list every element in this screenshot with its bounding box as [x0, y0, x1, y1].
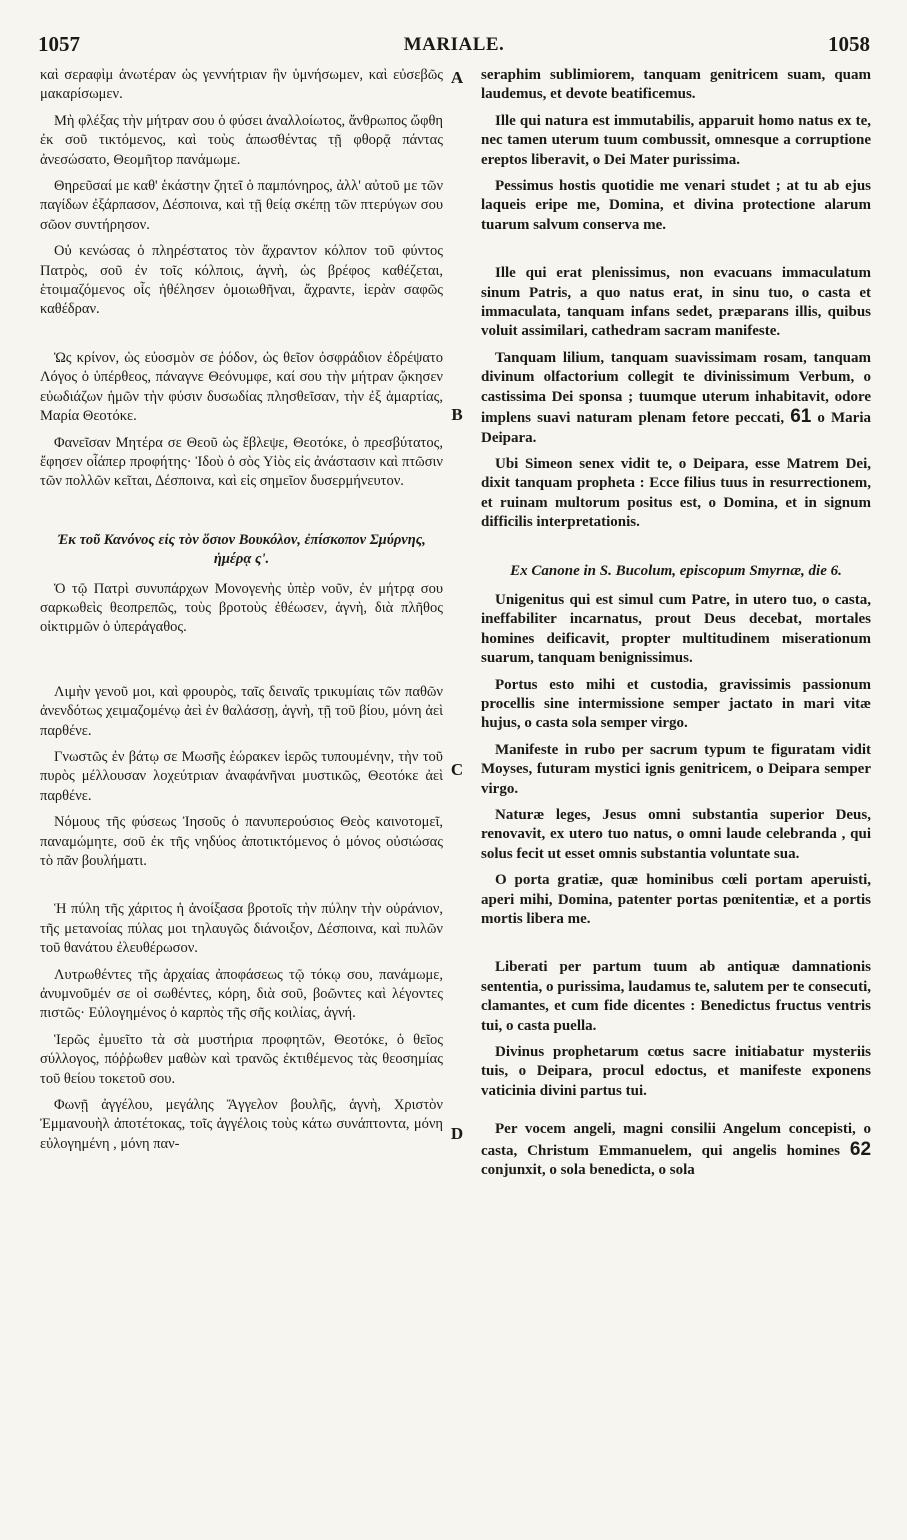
spacer: [481, 242, 871, 264]
spacer: [40, 327, 443, 349]
greek-paragraph: Μὴ φλέξας τὴν μήτραν σου ὁ φύσει ἀναλλοίωτος, ἄνθρωπος ὤφθη ἐκ σοῦ τικτόμενος, καὶ τοὺς ἀπωσθέντας τῇ φθορᾷ πάντας ἀνεσώσατο, Θεομῆτορ πανάμωμε.: [40, 112, 443, 168]
spacer: [40, 645, 443, 683]
greek-paragraph: Θηρεῦσαί με καθ' ἑκάστην ζητεῖ ὁ παμπόνηρος, ἀλλ' αὐτοῦ με τῶν παγίδων ἐξάρπασον, Δέσποινα, καὶ τῇ θείᾳ σκέπῃ τῶν πτερύγων σου σῶον συντήρησον.: [40, 178, 443, 233]
greek-paragraph: Φανεῖσαν Μητέρα σε Θεοῦ ὡς ἔβλεψε, Θεοτόκε, ὁ πρεσβύτατος, ἔφησεν οἷάπερ προφήτης· Ἰδοὺ ὁ σὸς Υἱὸς εἰς ἀνάστασιν καὶ πτῶσιν τῶν πολλῶν κεῖται, Δέσποινα, καὶ εἰς σημεῖον δυσερμήνευτον.: [40, 434, 443, 490]
greek-paragraph: Ἱερῶς ἐμυεῖτο τὰ σὰ μυστήρια προφητῶν, Θεοτόκε, ὁ θεῖος σύλλογος, πόῤῥωθεν μαθὼν καὶ τρανῶς ἐκτιθέμενος τὰς θεοσημίας τοῦ θείου τοκετοῦ σου.: [40, 1031, 443, 1087]
column-number-62: 62: [849, 1138, 872, 1160]
spacer: [481, 540, 871, 552]
latin-paragraph: Naturæ leges, Jesus omni substantia superior Deus, renovavit, ex utero tuo natus, o omni laude celebranda , qui solus fecit ut esset omnis substantia voluntate sua.: [481, 807, 871, 862]
column-number-61: 61: [790, 406, 812, 428]
latin-paragraph: Ille qui natura est immutabilis, apparuit homo natus ex te, nec tamen uterum tuum combussit, omnesque a corruptione ereptos liberavit, o Dei Mater purissima.: [481, 112, 871, 168]
greek-paragraph: καὶ σεραφὶμ ἀνωτέραν ὡς γεννήτριαν ἣν ὑμνήσωμεν, καὶ εὐσεβῶς μακαρίσωμεν.: [40, 67, 443, 103]
spacer: [40, 878, 443, 900]
latin-text: conjunxit, o sola benedicta, o sola: [481, 1162, 695, 1179]
latin-paragraph: Divinus prophetarum cœtus sacre initiabatur mysteriis tuis, o Deipara, procul edoctus, et manifeste exponens vaticinia divini partus tui.: [481, 1044, 871, 1099]
latin-paragraph: Unigenitus qui est simul cum Patre, in utero tuo, o casta, ineffabiliter incarnatus, prout Deus decebat, mortales homines deificavit, propter multitudinem miserationum suarum, tanquam benignissimus.: [481, 591, 871, 667]
latin-paragraph: O porta gratiæ, quæ hominibus cœli portam aperuisti, aperi mihi, Domina, patenter portas pœnitentiæ, et a portis mortis libera me.: [481, 872, 871, 928]
greek-column: [40, 66, 443, 1161]
greek-paragraph: Φωνῇ ἀγγέλου, μεγάλης Ἄγγελον βουλῆς, ἁγνὴ, Χριστὸν Ἐμμανουὴλ ἀποτέτοκας, τοῖς ἀγγέλοις τοὺς κάτω συνάπτοντα, μόνη εὐλογημένη , μόνη παν-: [40, 1097, 443, 1152]
greek-paragraph: Γνωστῶς ἐν βάτῳ σε Μωσῆς ἑώρακεν ἱερῶς τυπουμένην, τὴν τοῦ πυρὸς μέλλουσαν λοχεύτριαν ἀναφάνῆναι μυστικῶς, Θεοτόκε ἀεὶ παρθένε.: [40, 748, 443, 804]
latin-text: o Maria Deipara.: [481, 410, 871, 446]
latin-paragraph: Liberati per partum tuum ab antiquæ damnationis sententia, o purissima, laudamus te, salutem per te consecuti, clamantes, et cum fide dicentes : Benedictus fructus ventris tui, o casta puella.: [481, 959, 871, 1034]
latin-column: [481, 66, 871, 1188]
greek-paragraph: Ὡς κρίνον, ὡς εὐοσμὸν σε ῥόδον, ὡς θεῖον ὀσφράδιον ἐδρέψατο Λόγος ὁ ὑπέρθεος, πάναγνε Θεόνυμφε, καί σου τὴν μήτραν ᾤκησεν εὐωδιάζων ἡμῶν τὴν φύσιν δυσωδίας πλησθεῖσαν, τὴν ἐξ ἁμαρτίας, Μαρία Θεοτόκε.: [40, 349, 443, 425]
margin-marker-b: B: [451, 405, 463, 424]
greek-section-heading: Ἐκ τοῦ Κανόνος εἰς τὸν ὅσιον Βουκόλον, ἐπίσκοπον Σμύρνης, ἡμέρᾳ ς'.: [57, 531, 426, 568]
latin-paragraph: Ille qui erat plenissimus, non evacuans immaculatum sinum Patris, a quo natus erat, in sinu tuo, o casta et immaculata, tanquam infans sedet, præparans illis, quibus voluit assimilari, cathedram sacram manifeste.: [481, 265, 871, 340]
greek-paragraph: Λυτρωθέντες τῆς ἀρχαίας ἀποφάσεως τῷ τόκῳ σου, πανάμωμε, ἀνυμνοῦμέν σε οἱ σωθέντες, κόρη, διὰ σοῦ, βοῶντες καὶ λέγοντες πιστῶς· Εὐλογημένος ὁ καρπὸς τῆς σῆς κοιλίας, ἁγνή.: [40, 966, 443, 1022]
latin-paragraph: seraphim sublimiorem, tanquam genitricem suam, quam laudemus, et devote beatificemus.: [481, 67, 871, 103]
greek-paragraph: Ὁ τῷ Πατρὶ συνυπάρχων Μονογενὴς ὑπὲρ νοῦν, ἐν μήτρᾳ σου σαρκωθεὶς θεοπρεπῶς, τοὺς βροτοὺς ἐθέωσεν, ἁγνὴ, διὰ πλῆθος οἰκτιρμῶν ὁ ὑπεράγαθος.: [40, 580, 443, 636]
spacer: [40, 499, 443, 521]
margin-marker-a: A: [450, 68, 464, 87]
latin-paragraph: Portus esto mihi et custodia, gravissimis passionum procellis sine intermissione semper jactato in mari vitæ hujus, o casta sola semper virgo.: [481, 676, 871, 732]
spacer: [481, 936, 871, 958]
latin-paragraph: Ubi Simeon senex vidit te, o Deipara, esse Matrem Dei, dixit tanquam propheta : Ecce filius tuus in resurrectionem, et ruinam multorum positus est, o Domina, et in signum difficilis interpretationis.: [481, 455, 871, 531]
spacer: [481, 1108, 871, 1120]
latin-section-heading: Ex Canone in S. Bucolum, episcopum Smyrnæ, die 6.: [510, 562, 842, 579]
greek-paragraph: Νόμους τῆς φύσεως Ἰησοῦς ὁ πανυπερούσιος Θεὸς καινοτομεῖ, παναμώμητε, σοῦ ἐκ τῆς νηδύος ἀποτικτόμενος ὁ μόνος οὐσιώσας τὸ πᾶν βουλήματι.: [40, 814, 443, 869]
greek-paragraph: Λιμὴν γενοῦ μοι, καὶ φρουρὸς, ταῖς δειναῖς τρικυμίαις τῶν παθῶν ἀνενδότως χειμαζομένῳ ἀεὶ ἐν θαλάσσῃ, ἁγνὴ, τῇ τοῦ βίου, μόνη ἀεὶ παρθένε.: [40, 683, 443, 739]
latin-paragraph: Manifeste in rubo per sacrum typum te figuratam vidit Moyses, futuram mystici ignis genitricem, o Deipara semper virgo.: [481, 741, 871, 797]
latin-paragraph: [481, 349, 871, 448]
greek-paragraph: Ἡ πύλη τῆς χάριτος ἡ ἀνοίξασα βροτοῖς τὴν πύλην τὴν οὐράνιον, τῆς μετανοίας πύλας μοι τηλαυγῶς διάνοιξον, Δέσποινα, καὶ πυλῶν τοῦ θανάτου ἐλευθέρωσον.: [40, 901, 443, 957]
latin-text: Per vocem angeli, magni consilii Angelum concepisti, o casta, Christum Emmanuelem, qui angelis homines: [481, 1121, 871, 1159]
latin-paragraph: [481, 1120, 871, 1180]
right-page-number: 1058: [828, 32, 870, 56]
greek-paragraph: Οὐ κενώσας ὁ πληρέστατος τὸν ἄχραντον κόλπον τοῦ φύντος Πατρὸς, σοῦ ἐν τοῖς κόλποις, ἁγνὴ, ὡς βρέφος καθέζεται, ἑτοιμαζόμενος οἷς ἠθέλησεν ὁμοιωθῆναι, ἄχραντε, ἱερὰν σαφῶς καθέδραν.: [40, 243, 443, 318]
latin-text: Tanquam lilium, tanquam suavissimam rosam, tanquam divinum olfactorium collegit te divinissimum Verbum, o castissima Dei sponsa ; tuumque uterum inhabitavit, odore implens suavi naturam plenam fetore peccati,: [481, 349, 871, 427]
margin-marker-d: D: [450, 1124, 464, 1143]
margin-marker-c: C: [450, 760, 464, 779]
latin-paragraph: Pessimus hostis quotidie me venari studet ; at tu ab ejus laqueis eripe me, Domina, et divina protectione alarum tuarum salvum conserva me.: [481, 178, 871, 233]
running-title: MARIALE.: [403, 34, 505, 55]
page-header: [38, 32, 870, 58]
left-page-number: 1057: [38, 32, 80, 56]
